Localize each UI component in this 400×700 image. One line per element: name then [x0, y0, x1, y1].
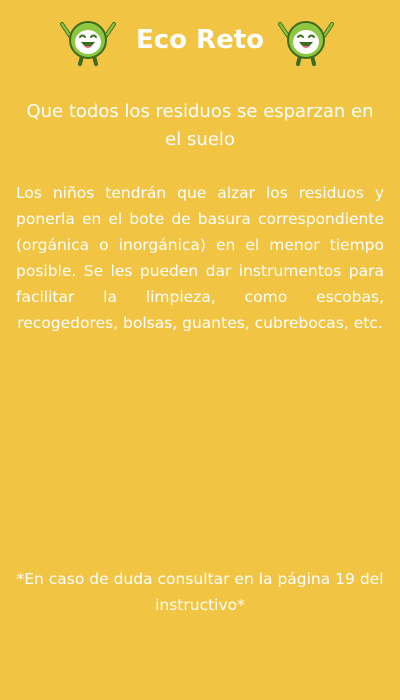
challenge-description: Los niños tendrán que alzar los residuos y ponerla en el bote de basura correspondiente (orgánica o inorgánica) en el menor tiempo posible. Se les pueden dar instrumentos para facilitar la limpieza, como escobas, recogedores, bolsas, guantes, cubrebocas, etc. [16, 184, 384, 332]
app-title: Eco Reto [135, 25, 265, 55]
footnote: *En caso de duda consultar en la página 19 del instructivo* [16, 570, 384, 614]
challenge-title: Que todos los residuos se esparzan en el suelo [26, 101, 374, 150]
smiling-leaf-mascot-icon [278, 14, 334, 66]
header [0, 12, 400, 68]
